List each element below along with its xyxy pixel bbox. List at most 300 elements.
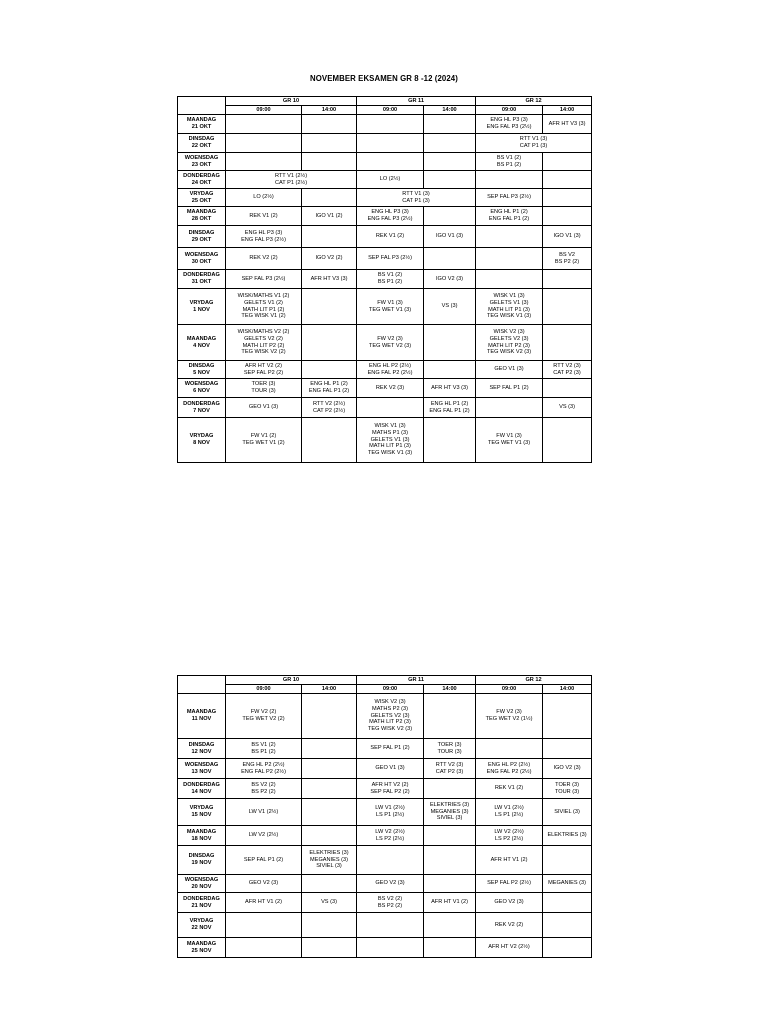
exam-entry: 21 OKT — [191, 124, 212, 130]
exam-cell — [424, 418, 476, 463]
exam-entry: TEG WISK V2 (3) — [367, 726, 413, 733]
exam-entry: MATH LIT P2 (3) — [369, 719, 411, 726]
exam-cell — [226, 739, 302, 759]
exam-cell — [226, 379, 302, 398]
exam-entry: RTT V2 (3) — [435, 761, 464, 768]
exam-entry: ENG FAL P2 (2½) — [486, 768, 532, 775]
exam-cell — [226, 171, 357, 189]
exam-cell — [424, 826, 476, 846]
exam-entry: TEG WISK V1 (2) — [241, 313, 286, 320]
exam-entry: WISK/MATHS V2 (2) — [237, 328, 290, 335]
exam-day — [178, 226, 226, 248]
exam-entry: GELETS V2 (3) — [370, 712, 410, 719]
table-row — [178, 325, 592, 361]
exam-cell — [476, 325, 543, 361]
exam-timetable-part-1 — [177, 96, 592, 463]
exam-entry: DINSDAG — [188, 362, 215, 369]
exam-entry: 7 NOV — [193, 407, 210, 414]
exam-cell — [543, 189, 592, 207]
exam-cell — [302, 115, 357, 134]
exam-cell — [226, 361, 302, 379]
exam-entry: GELETS V2 (2) — [244, 335, 283, 342]
table-row — [178, 270, 592, 289]
exam-cell — [302, 694, 357, 739]
table-row — [178, 134, 592, 153]
exam-entry: SEP FAL P2 (2) — [370, 788, 410, 795]
session-time-header: 09:00 — [226, 106, 302, 115]
exam-cell — [424, 270, 476, 289]
exam-entry: BS V1 (2) — [251, 741, 276, 748]
exam-cell — [226, 893, 302, 913]
exam-entry: FW V1 (2) — [250, 433, 277, 440]
session-time-header: 14:00 — [302, 685, 357, 694]
exam-entry: MEGANIES (3) — [430, 808, 469, 815]
exam-entry: IGO V1 (3) — [436, 233, 464, 240]
exam-entry: SEP FAL P2 (2½) — [487, 880, 531, 887]
exam-cell — [302, 913, 357, 938]
exam-entry: VRYDAG — [189, 433, 214, 440]
exam-cell — [302, 153, 357, 171]
exam-entry: MEGANIES (3) — [548, 880, 586, 887]
exam-entry: ENG FAL P1 (2) — [429, 407, 470, 414]
exam-cell — [357, 694, 424, 739]
exam-entry: GEO V1 (3) — [375, 765, 405, 772]
exam-cell — [302, 189, 357, 207]
exam-cell — [543, 418, 592, 463]
exam-cell — [476, 171, 543, 189]
exam-entry: 22 OKT — [191, 143, 212, 149]
exam-cell — [476, 289, 543, 325]
exam-entry: WISK V2 (3) — [374, 698, 406, 705]
exam-entry: WOENSDAG — [184, 251, 219, 258]
exam-day — [178, 398, 226, 418]
exam-cell — [226, 694, 302, 739]
exam-day — [178, 779, 226, 799]
exam-entry: DINSDAG — [188, 741, 215, 748]
exam-timetable-part-2 — [177, 675, 592, 958]
exam-entry: RTT V2 (2½) — [312, 400, 346, 407]
grade-header: GR 10 — [226, 97, 357, 106]
exam-entry: WISK V1 (3) — [493, 292, 525, 299]
exam-entry: FW V2 (2) — [250, 709, 277, 716]
exam-cell — [357, 379, 424, 398]
exam-day — [178, 189, 226, 207]
exam-cell — [476, 759, 543, 779]
exam-entry: LW V2 (2½) — [375, 828, 405, 835]
exam-cell — [543, 759, 592, 779]
exam-cell — [357, 398, 424, 418]
exam-day — [178, 171, 226, 189]
grade-header: GR 10 — [226, 676, 357, 685]
exam-cell — [476, 826, 543, 846]
grade-header: GR 11 — [357, 97, 476, 106]
exam-entry: SIVIEL (3) — [436, 815, 463, 822]
exam-cell — [302, 759, 357, 779]
exam-cell — [357, 779, 424, 799]
session-time-header: 09:00 — [476, 106, 543, 115]
exam-cell — [476, 938, 543, 958]
exam-entry: CAT P1 (3) — [402, 197, 430, 204]
exam-cell — [543, 289, 592, 325]
exam-entry: AFR HT V3 (3) — [310, 275, 348, 282]
exam-entry: MATHS P1 (3) — [372, 429, 408, 436]
exam-entry: ENG FAL P2 (2½) — [241, 768, 286, 775]
exam-cell — [357, 739, 424, 759]
exam-cell — [357, 893, 424, 913]
exam-cell — [302, 270, 357, 289]
exam-entry: VS (3) — [559, 404, 575, 411]
exam-cell — [302, 846, 357, 875]
exam-cell — [476, 115, 543, 134]
exam-entry: REK V2 (2) — [494, 921, 524, 928]
exam-day — [178, 325, 226, 361]
exam-day — [178, 379, 226, 398]
exam-cell — [226, 289, 302, 325]
exam-entry: TOUR (3) — [437, 748, 462, 755]
exam-entry: SEP FAL P2 (2) — [243, 369, 284, 376]
exam-entry: TOUR (3) — [251, 388, 276, 394]
exam-entry: 6 NOV — [193, 388, 210, 394]
exam-cell — [424, 694, 476, 739]
exam-entry: ENG FAL P3 (2½) — [367, 216, 413, 222]
exam-cell — [424, 875, 476, 893]
exam-entry: 15 NOV — [191, 812, 212, 818]
exam-entry: REK V1 (2) — [375, 233, 405, 240]
exam-entry: ENG FAL P1 (2) — [488, 216, 530, 222]
exam-cell — [543, 115, 592, 134]
exam-entry: SIVIEL (3) — [316, 863, 342, 870]
exam-cell — [357, 913, 424, 938]
exam-day — [178, 799, 226, 826]
table-row — [178, 826, 592, 846]
exam-entry: LW V2 (2½) — [248, 832, 279, 839]
table-row — [178, 379, 592, 398]
exam-entry: RTT V1 (3) — [402, 190, 430, 197]
exam-entry: BS V1 (2) — [377, 272, 403, 279]
exam-entry: TOUR (3) — [554, 788, 580, 795]
exam-cell — [226, 248, 302, 270]
exam-entry: VRYDAG — [189, 805, 214, 812]
session-time-header: 09:00 — [357, 106, 424, 115]
exam-cell — [357, 759, 424, 779]
exam-cell — [543, 379, 592, 398]
table-row — [178, 893, 592, 913]
exam-entry: DINSDAG — [188, 229, 215, 236]
table-row — [178, 153, 592, 171]
exam-entry: ENG HL P3 (3) — [371, 209, 409, 216]
table-row — [178, 694, 592, 739]
exam-cell — [357, 207, 424, 226]
exam-entry: DONDERDAG — [183, 172, 220, 179]
table-row — [178, 115, 592, 134]
exam-entry: MATH LIT P1 (2) — [242, 306, 285, 313]
exam-day — [178, 134, 226, 153]
exam-cell — [302, 248, 357, 270]
exam-entry: TOER (3) — [437, 741, 462, 748]
exam-entry: 12 NOV — [191, 748, 212, 755]
exam-entry: WISK V1 (3) — [374, 422, 406, 429]
exam-cell — [424, 226, 476, 248]
exam-entry: ENG FAL P3 (2½) — [241, 236, 286, 243]
exam-cell — [302, 826, 357, 846]
exam-cell — [302, 226, 357, 248]
exam-cell — [357, 361, 424, 379]
table-row — [178, 207, 592, 226]
exam-cell — [424, 207, 476, 226]
exam-cell — [302, 325, 357, 361]
exam-day — [178, 270, 226, 289]
exam-entry: DONDERDAG — [183, 895, 220, 902]
exam-entry: LS P2 (2½) — [494, 835, 524, 842]
table-row — [178, 398, 592, 418]
exam-entry: SEP FAL P1 (2) — [243, 856, 284, 863]
exam-entry: 8 NOV — [193, 440, 210, 446]
exam-entry: DINSDAG — [188, 853, 215, 860]
exam-cell — [226, 398, 302, 418]
exam-entry: MAANDAG — [186, 209, 217, 216]
exam-cell — [302, 398, 357, 418]
exam-cell — [357, 799, 424, 826]
exam-entry: MATH LIT P2 (3) — [488, 342, 530, 349]
exam-entry: VRYDAG — [189, 299, 214, 306]
exam-entry: GELETS V1 (3) — [489, 299, 529, 306]
exam-cell — [424, 325, 476, 361]
exam-cell — [476, 189, 543, 207]
table-row — [178, 361, 592, 379]
exam-cell — [424, 361, 476, 379]
exam-cell — [302, 207, 357, 226]
exam-entry: ENG HL P3 (3) — [490, 117, 528, 124]
exam-entry: MAANDAG — [186, 335, 217, 342]
exam-entry: MATH LIT P2 (2) — [242, 342, 285, 349]
exam-cell — [424, 115, 476, 134]
exam-cell — [476, 846, 543, 875]
exam-entry: CAT P1 (3) — [519, 143, 548, 149]
exam-entry: TEG WET V2 (2) — [242, 716, 285, 722]
exam-entry: TEG WET V2 (3) — [368, 342, 412, 349]
exam-entry: 25 NOV — [191, 947, 212, 954]
exam-cell — [424, 913, 476, 938]
exam-cell — [357, 418, 424, 463]
exam-cell — [476, 418, 543, 463]
exam-entry: WOENSDAG — [184, 381, 219, 388]
exam-entry: MAANDAG — [186, 709, 217, 716]
exam-entry: TEG WISK V1 (3) — [367, 450, 413, 457]
exam-entry: LW V2 (2½) — [494, 828, 524, 835]
exam-cell — [302, 938, 357, 958]
exam-cell — [543, 398, 592, 418]
exam-entry: GEO V1 (3) — [494, 366, 524, 373]
exam-entry: SEP FAL P3 (2½) — [487, 194, 531, 201]
exam-cell — [424, 289, 476, 325]
exam-entry: DONDERDAG — [183, 781, 220, 788]
exam-cell — [226, 226, 302, 248]
exam-cell — [476, 361, 543, 379]
exam-cell — [543, 694, 592, 739]
exam-entry: 21 NOV — [191, 902, 212, 909]
exam-cell — [543, 893, 592, 913]
exam-cell — [424, 893, 476, 913]
exam-entry: WOENSDAG — [184, 154, 219, 161]
exam-cell — [226, 115, 302, 134]
exam-entry: LO (2½) — [379, 176, 401, 183]
exam-cell — [357, 846, 424, 875]
exam-entry: 24 OKT — [191, 179, 212, 186]
exam-day — [178, 846, 226, 875]
exam-entry: GEO V1 (3) — [248, 404, 279, 411]
exam-entry: TEG WET V2 (1½) — [485, 716, 533, 722]
exam-entry: ELEKTRIES (3) — [547, 832, 587, 839]
exam-entry: ENG FAL P2 (2½) — [367, 369, 413, 376]
exam-entry: DINSDAG — [188, 136, 215, 143]
exam-entry: ENG HL P1 (2) — [430, 400, 469, 407]
exam-entry: LO (2½) — [253, 194, 274, 201]
table-row — [178, 799, 592, 826]
exam-cell — [357, 938, 424, 958]
exam-day — [178, 153, 226, 171]
exam-entry: MATHS P2 (3) — [372, 705, 408, 712]
exam-cell — [543, 171, 592, 189]
exam-cell — [543, 248, 592, 270]
exam-cell — [226, 938, 302, 958]
exam-cell — [302, 361, 357, 379]
exam-entry: RTT V2 (3) — [553, 362, 581, 369]
exam-cell — [424, 398, 476, 418]
exam-entry: 19 NOV — [191, 860, 212, 866]
exam-cell — [226, 189, 302, 207]
exam-cell — [302, 418, 357, 463]
exam-entry: AFR HT V3 (3) — [431, 384, 468, 391]
exam-day — [178, 875, 226, 893]
exam-entry: LS P2 (2½) — [375, 835, 405, 842]
exam-day — [178, 826, 226, 846]
exam-cell — [357, 153, 424, 171]
exam-cell — [226, 153, 302, 171]
exam-entry: GEO V2 (3) — [494, 899, 524, 906]
exam-entry: LW V1 (2½) — [248, 808, 279, 815]
exam-day — [178, 207, 226, 226]
grade-header: GR 12 — [476, 676, 592, 685]
exam-entry: 18 NOV — [191, 835, 212, 842]
exam-entry: CAT P2 (2½) — [312, 407, 346, 414]
exam-cell — [543, 361, 592, 379]
exam-cell — [476, 379, 543, 398]
table-row — [178, 913, 592, 938]
exam-entry: FW V2 (3) — [377, 335, 403, 342]
exam-entry: 28 OKT — [191, 216, 212, 222]
exam-cell — [476, 893, 543, 913]
exam-cell — [543, 799, 592, 826]
exam-entry: ENG HL P1 (2) — [490, 209, 528, 216]
exam-entry: LS P1 (2½) — [494, 812, 524, 818]
exam-cell — [543, 739, 592, 759]
exam-cell — [226, 418, 302, 463]
exam-entry: IGO V2 (3) — [553, 765, 581, 772]
session-time-header: 14:00 — [424, 106, 476, 115]
exam-entry: IGO V1 (3) — [553, 233, 581, 240]
exam-cell — [424, 938, 476, 958]
exam-entry: AFR HT V3 (3) — [548, 120, 586, 127]
exam-cell — [357, 248, 424, 270]
exam-entry: AFR HT V1 (2) — [431, 899, 468, 906]
exam-cell — [226, 826, 302, 846]
exam-cell — [226, 325, 302, 361]
exam-cell — [543, 826, 592, 846]
exam-cell — [357, 826, 424, 846]
exam-entry: GEO V2 (3) — [248, 880, 279, 887]
exam-entry: AFR HT V2 (2) — [371, 781, 409, 788]
grade-header: GR 12 — [476, 97, 592, 106]
exam-entry: WOENSDAG — [184, 761, 219, 768]
exam-cell — [226, 779, 302, 799]
exam-entry: ELEKTRIES (3) — [309, 849, 349, 856]
exam-entry: RTT V1 (3) — [519, 136, 548, 143]
exam-day — [178, 694, 226, 739]
exam-entry: IGO V2 (2) — [315, 255, 343, 262]
exam-cell — [226, 759, 302, 779]
exam-entry: CAT P2 (3) — [435, 768, 464, 775]
exam-entry: GEO V2 (3) — [375, 880, 405, 887]
exam-day — [178, 759, 226, 779]
exam-entry: 14 NOV — [191, 788, 212, 795]
exam-entry: WISK/MATHS V1 (2) — [237, 292, 290, 299]
session-time-header: 09:00 — [357, 685, 424, 694]
exam-entry: TOER (3) — [251, 381, 276, 388]
table-row — [178, 759, 592, 779]
exam-cell — [357, 134, 424, 153]
exam-cell — [424, 779, 476, 799]
exam-entry: BS P1 (2) — [377, 279, 403, 285]
exam-cell — [302, 134, 357, 153]
exam-cell — [543, 270, 592, 289]
exam-entry: MATH LIT P1 (3) — [369, 443, 411, 450]
exam-entry: BS V2 (2) — [251, 781, 276, 788]
exam-day — [178, 913, 226, 938]
exam-entry: DONDERDAG — [183, 272, 220, 279]
exam-cell — [226, 799, 302, 826]
exam-entry: SEP FAL P1 (2) — [489, 384, 529, 391]
exam-entry: REK V1 (2) — [249, 212, 278, 219]
exam-entry: 22 NOV — [191, 925, 212, 931]
table-row — [178, 938, 592, 958]
table-row — [178, 875, 592, 893]
exam-entry: RTT V1 (2½) — [274, 172, 308, 179]
exam-cell — [302, 875, 357, 893]
exam-entry: GELETS V2 (3) — [489, 335, 529, 342]
exam-cell — [543, 325, 592, 361]
exam-cell — [302, 799, 357, 826]
exam-cell — [226, 134, 302, 153]
exam-entry: REK V2 (3) — [375, 384, 405, 391]
exam-cell — [357, 875, 424, 893]
exam-cell — [476, 694, 543, 739]
exam-entry: WISK V2 (3) — [493, 328, 525, 335]
exam-entry: WOENSDAG — [184, 876, 219, 883]
exam-cell — [357, 115, 424, 134]
exam-entry: FW V1 (3) — [377, 299, 403, 306]
exam-cell — [302, 739, 357, 759]
exam-entry: 5 NOV — [193, 369, 210, 376]
exam-day — [178, 248, 226, 270]
exam-entry: GELETS V1 (2) — [244, 299, 283, 306]
exam-entry: ENG FAL P1 (2) — [308, 388, 350, 394]
exam-entry: SEP FAL P3 (2½) — [368, 255, 412, 262]
exam-cell — [476, 134, 592, 153]
exam-cell — [543, 875, 592, 893]
exam-entry: ELEKTRIES (3) — [429, 801, 470, 808]
exam-entry: BS V1 (2) — [496, 154, 522, 161]
exam-entry: AFR HT V1 (2) — [245, 899, 282, 906]
